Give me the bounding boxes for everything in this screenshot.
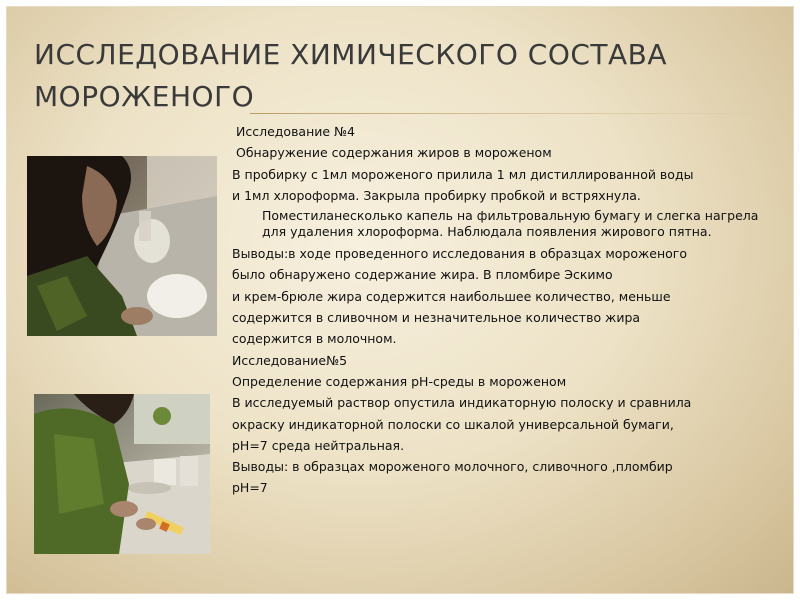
title-underline [250,113,770,114]
body-line: Выводы: в образцах мороженого молочного, сливочного ,пломбир [232,459,673,475]
slide-body [232,121,777,499]
body-line: В пробирку с 1мл мороженого прилила 1 мл дистиллированной воды [232,166,694,182]
body-line: Поместиланесколько капель на фильтровальную бумагу и слегка нагрела для удаления хлороформа. Наблюдала появления жирового пятна. [262,208,759,240]
heading-study-5: Исследование№5 [232,352,348,368]
photo-experiment-ph [34,394,210,554]
body-line: было обнаружено содержание жира. В пломбире Эскимо [232,267,613,283]
body-line: и крем-брюле жира содержится наибольшее количество, меньше [232,288,671,304]
body-line: и 1мл хлороформа. Закрыла пробирку пробкой и встряхнула. [232,187,641,203]
photo-experiment-fat [27,156,217,336]
body-line: рН=7 [232,480,268,496]
study-5-subtitle: Определение содержания рН-среды в мороженом [232,373,567,389]
body-line: окраску индикаторной полоски со шкалой универсальной бумаги, [232,416,674,432]
slide-title: ИССЛЕДОВАНИЕ ХИМИЧЕСКОГО СОСТАВА МОРОЖЕНОГО [34,38,668,113]
heading-study-4: Исследование №4 [236,124,356,139]
study-4-subtitle: Обнаружение содержания жиров в мороженом [236,145,552,161]
body-line: Выводы:в ходе проведенного исследования в образцах мороженого [232,246,687,262]
body-line: В исследуемый раствор опустила индикаторную полоску и сравнила [232,395,692,411]
body-line: содержится в сливочном и незначительное количество жира [232,310,641,326]
body-line: рН=7 среда нейтральная. [232,437,405,453]
body-line: содержится в молочном. [232,331,397,347]
